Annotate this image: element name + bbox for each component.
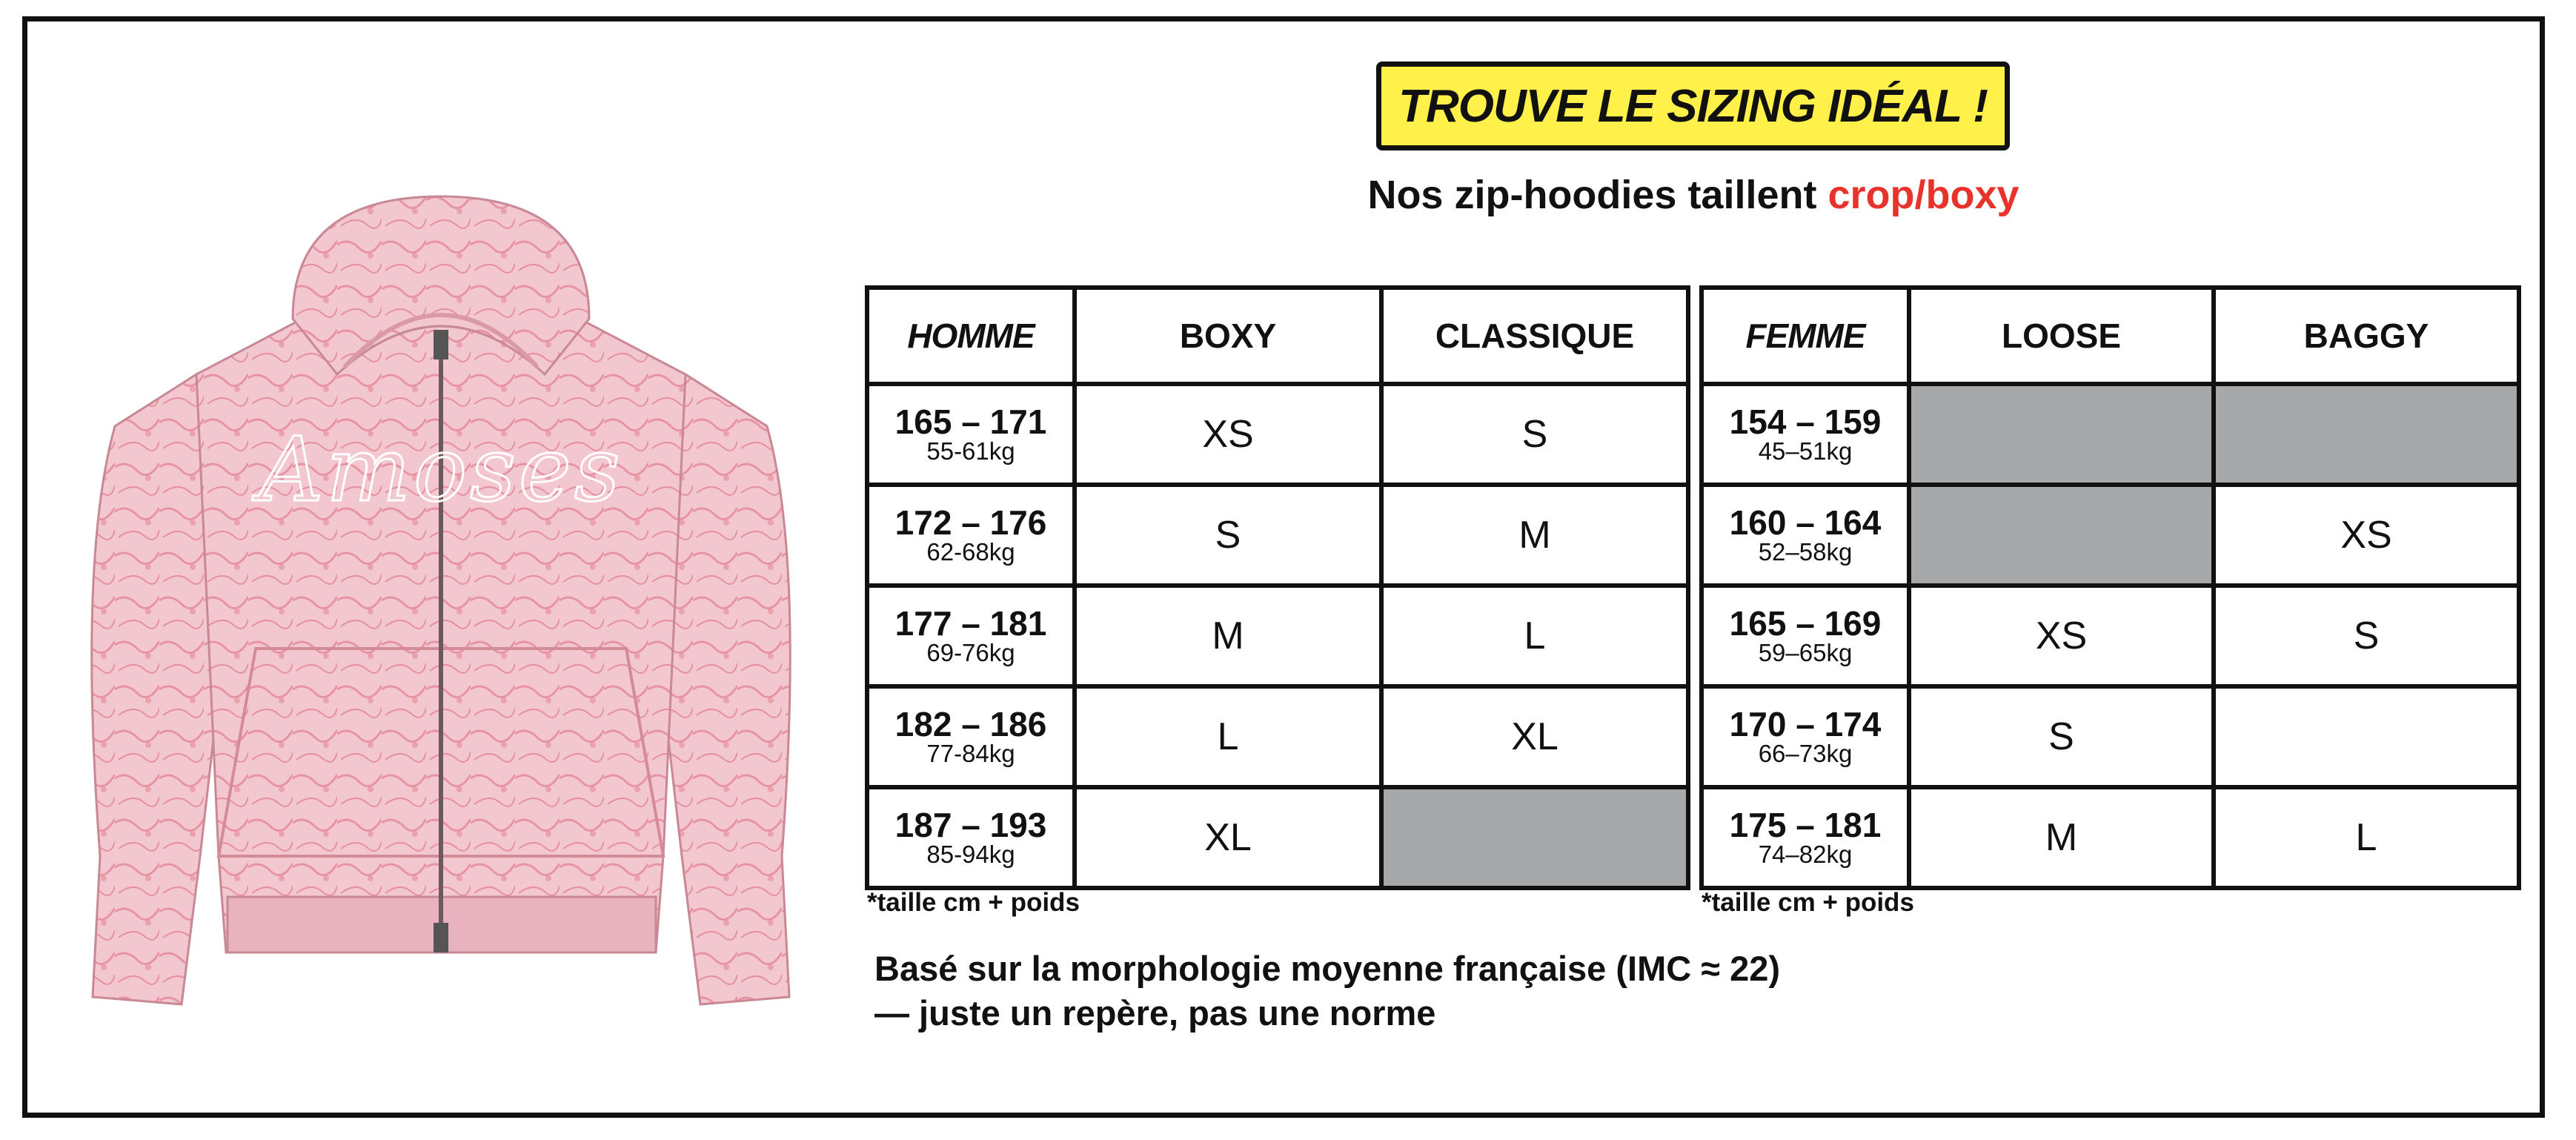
height-range: 154 – 159 <box>1729 402 1882 441</box>
homme-note: *taille cm + poids <box>867 888 1080 917</box>
table-row <box>1702 787 2519 888</box>
table-row <box>867 485 1688 586</box>
height-range: 165 – 169 <box>1729 604 1882 643</box>
table-header-row <box>1702 288 2519 384</box>
size-cell: XS <box>2214 485 2519 586</box>
header-boxy: BOXY <box>1075 288 1381 384</box>
height-weight-cell <box>1702 787 1909 888</box>
weight-range: 77-84kg <box>926 740 1015 767</box>
size-cell: S <box>1075 485 1381 586</box>
weight-range: 55-61kg <box>926 437 1015 465</box>
table-row <box>1702 384 2519 485</box>
height-range: 175 – 181 <box>1729 806 1882 844</box>
height-range: 165 – 171 <box>894 402 1047 441</box>
weight-range: 62-68kg <box>926 538 1015 566</box>
header-baggy: BAGGY <box>2214 288 2519 384</box>
size-cell: S <box>1381 384 1688 485</box>
hoodie-logo: Amoses <box>259 419 623 522</box>
size-cell: M <box>1075 586 1381 686</box>
height-range: 172 – 176 <box>894 503 1047 542</box>
footer-line-2-lead: — juste un repère, <box>874 993 1189 1033</box>
height-range: 182 – 186 <box>894 705 1047 743</box>
table-row <box>1702 686 2519 787</box>
footer-line-2-bold: pas une norme <box>1188 993 1436 1033</box>
height-range: 177 – 181 <box>894 604 1047 643</box>
table-row <box>867 787 1688 888</box>
table-header-row <box>867 288 1688 384</box>
weight-range: 66–73kg <box>1758 740 1853 767</box>
weight-range: 74–82kg <box>1758 841 1853 868</box>
footer-line-1: Basé sur la morphologie moyenne française (IMC ≈ 22) <box>874 949 1781 988</box>
size-cell: S <box>1909 686 2214 787</box>
header-homme: HOMME <box>867 288 1075 384</box>
unavailable-cell <box>1381 787 1688 888</box>
height-weight-cell <box>867 686 1075 787</box>
height-range: 170 – 174 <box>1729 705 1882 743</box>
height-weight-cell <box>867 787 1075 888</box>
height-weight-cell <box>1702 586 1909 686</box>
table-row <box>1702 485 2519 586</box>
unavailable-cell <box>1909 384 2214 485</box>
unavailable-cell <box>2214 384 2519 485</box>
header-loose: LOOSE <box>1909 288 2214 384</box>
subtitle <box>1119 172 2268 218</box>
size-cell: M <box>1909 787 2214 888</box>
size-cell: XS <box>1075 384 1381 485</box>
subtitle-lead: Nos zip-hoodies taillent <box>1367 173 1828 217</box>
height-range: 187 – 193 <box>894 806 1047 844</box>
table-row <box>867 686 1688 787</box>
height-weight-cell <box>867 485 1075 586</box>
size-cell: L <box>1381 586 1688 686</box>
height-weight-cell <box>867 384 1075 485</box>
height-weight-cell <box>867 586 1075 686</box>
size-cell <box>2214 686 2519 787</box>
size-cell: L <box>2214 787 2519 888</box>
femme-note: *taille cm + poids <box>1702 888 1914 917</box>
height-range: 160 – 164 <box>1729 503 1882 542</box>
size-cell: XS <box>1909 586 2214 686</box>
weight-range: 69-76kg <box>926 639 1015 666</box>
table-row <box>867 384 1688 485</box>
femme-size-table <box>1699 285 2521 890</box>
table-row <box>867 586 1688 686</box>
height-weight-cell <box>1702 384 1909 485</box>
hoodie-image <box>70 189 811 1012</box>
weight-range: 52–58kg <box>1758 538 1853 566</box>
size-cell: S <box>2214 586 2519 686</box>
title-text: TROUVE LE SIZING IDÉAL ! <box>1398 80 1988 132</box>
weight-range: 45–51kg <box>1758 437 1853 465</box>
height-weight-cell <box>1702 686 1909 787</box>
size-cell: M <box>1381 485 1688 586</box>
footer-text <box>874 947 1780 1035</box>
subtitle-accent: crop/boxy <box>1828 173 2019 217</box>
size-cell: XL <box>1075 787 1381 888</box>
title-banner <box>1376 62 2010 150</box>
size-cell: XL <box>1381 686 1688 787</box>
weight-range: 59–65kg <box>1758 639 1853 666</box>
table-row <box>1702 586 2519 686</box>
homme-size-table <box>865 285 1690 890</box>
size-cell: L <box>1075 686 1381 787</box>
footer-line-2 <box>874 991 1780 1035</box>
header-classique: CLASSIQUE <box>1381 288 1688 384</box>
height-weight-cell <box>1702 485 1909 586</box>
unavailable-cell <box>1909 485 2214 586</box>
header-femme: FEMME <box>1702 288 1909 384</box>
weight-range: 85-94kg <box>926 841 1015 868</box>
